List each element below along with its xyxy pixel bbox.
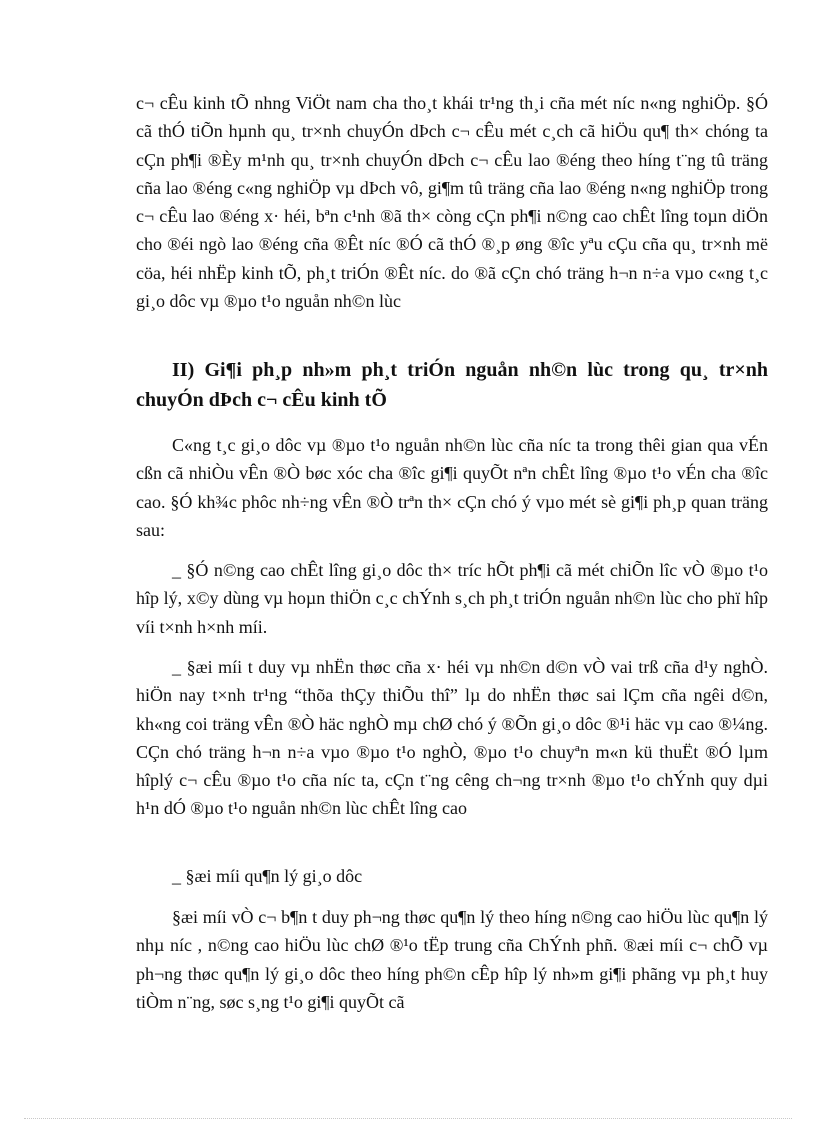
paragraph-management-title: _ §æi míi qu¶n lý gi¸o dôc [172,866,363,886]
intro-paragraph: c¬ cÊu kinh tÕ nhng ViÖt nam cha tho¸t khái tr¹ng th¸i cña mét níc n«ng nghiÖp. §Ó cã thÓ tiÕn hµnh qu¸ tr×nh chuyÓn dÞch c¬ cÊu mét c¸ch cã hiÖu qu¶ th× chóng ta cÇn ph¶i ®Èy m¹nh qu¸ tr×nh chuyÓn dÞch c¬ cÊu lao ®éng theo híng t¨ng tû träng cña lao ®éng c«ng nghiÖp vµ dÞch vô, gi¶m tû träng cña lao ®éng n«ng nghiÖp trong c¬ cÊu lao ®éng x· héi, bªn c¹nh ®ã th× còng cÇn ph¶i n©ng cao chÊt lîng toµn diÖn cho ®éi ngò lao ®éng cña ®Êt níc ®Ó cã thÓ ®¸p øng ®îc yªu cÇu cña qu¸ tr×nh më cöa, héi nhËp kinh tÕ, ph¸t triÓn ®Êt níc. do ®ã cÇn chó träng h¬n n÷a vµo c«ng t¸c gi¸o dôc vµ ®µo t¹o nguån nh©n lùc [136,93,768,312]
paragraph-vocational-awareness: _ §æi míi t duy vµ nhËn thøc cña x· héi vµ nh©n d©n vÒ vai trß cña d¹y nghÒ. hiÖn nay t×nh tr¹ng “thõa thÇy thiÕu thî” lµ do nhËn thøc sai lÇm cña ngêi d©n, kh«ng coi träng vÊn ®Ò häc nghÒ mµ chØ chó ý ®Õn gi¸o dôc ®¹i häc vµ cao ®¼ng. CÇn chó träng h¬n n÷a vµo ®µo t¹o nghÒ, ®µo t¹o chuyªn m«n kü thuËt ®Ó lµm hîplý c¬ cÊu ®µo t¹o cña níc ta, cÇn t¨ng cêng ch¬ng tr×nh ®µo t¹o chÝnh quy dµi h¹n dÓ ®µo t¹o nguån nh©n lùc chÊt lîng cao [136,657,768,819]
footer-divider [24,1118,792,1119]
paragraph-management-reform: §æi míi vÒ c¬ b¶n t duy ph¬ng thøc qu¶n lý theo híng n©ng cao hiÖu lùc qu¶n lý nhµ níc , n©ng cao hiÖu lùc chØ ®¹o tËp trung cña ChÝnh phñ. ®æi míi c¬ chÕ vµ ph¬ng thøc qu¶n lý gi¸o dôc theo híng ph©n cÊp hîp lý nh»m gi¶i phãng vµ ph¸t huy tiÒm n¨ng, søc s¸ng t¹o gi¶i quyÕt cã [136,907,768,1012]
section-heading: II) Gi¶i ph¸p nh»m ph¸t triÓn nguån nh©n lùc trong qu¸ tr×nh chuyÓn dÞch c¬ cÊu kinh tÕ [136,359,768,411]
paragraph-education-issues: C«ng t¸c gi¸o dôc vµ ®µo t¹o nguån nh©n lùc cña níc ta trong thêi gian qua vÉn cßn cã nhiÒu vÊn ®Ò bøc xóc cha ®îc gi¶i quyÕt nªn chÊt lîng ®µo t¹o vÉn cha ®îc cao. §Ó kh¾c phôc nh÷ng vÊn ®Ò trªn th× cÇn chó ý vµo mét sè gi¶i ph¸p quan träng sau: [136,435,768,540]
paragraph-strategy: _ §Ó n©ng cao chÊt lîng gi¸o dôc th× tríc hÕt ph¶i cã mét chiÕn lîc vÒ ®µo t¹o hîp lý, x©y dùng vµ hoµn thiÖn c¸c chÝnh s¸ch ph¸t triÓn nguån nh©n lùc cho phï hîp víi t×nh h×nh míi. [136,560,768,637]
